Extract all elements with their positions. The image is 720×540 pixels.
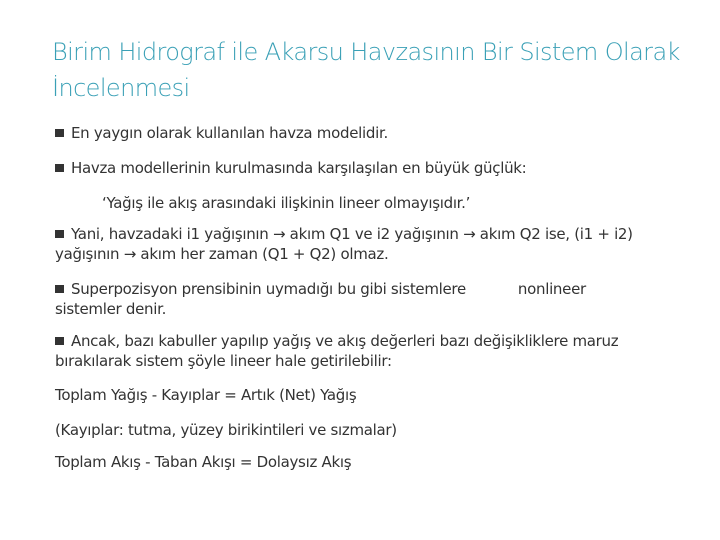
bullet-text-4-term: nonlineer	[517, 280, 586, 298]
bullet-item-2	[55, 158, 705, 178]
title-line-2: İncelenmesi	[52, 74, 190, 102]
square-bullet-icon	[55, 230, 64, 238]
bullet-text-2: Havza modellerinin kurulmasında karşılaşılan en büyük güçlük:	[71, 159, 527, 177]
bullet-item-4	[55, 279, 705, 299]
square-bullet-icon	[55, 337, 64, 345]
bullet-text-1: En yaygın olarak kullanılan havza modelidir.	[71, 124, 388, 142]
bullet-text-5-line-1: Ancak, bazı kabuller yapılıp yağış ve akış değerleri bazı değişikliklere maruz	[71, 332, 619, 350]
equation-line-1: Toplam Yağış - Kayıplar = Artık (Net) Yağış	[55, 386, 357, 404]
bullet-item-1	[55, 123, 705, 143]
bullet-text-4-line-2: sistemler denir.	[55, 300, 167, 318]
square-bullet-icon	[55, 164, 64, 172]
bullet-text-4-line-1: Superpozisyon prensibinin uymadığı bu gibi sistemlere	[71, 280, 466, 298]
title-line-1: Birim Hidrograf ile Akarsu Havzasının Bir Sistem Olarak	[52, 38, 680, 66]
equation-line-2: Toplam Akış - Taban Akışı = Dolaysız Akış	[55, 453, 352, 471]
equation-note: (Kayıplar: tutma, yüzey birikintileri ve sızmalar)	[55, 421, 397, 439]
bullet-text-3-line-2: yağışının → akım her zaman (Q1 + Q2) olmaz.	[55, 245, 389, 263]
bullet-text-5-line-2: bırakılarak sistem şöyle lineer hale getirilebilir:	[55, 352, 392, 370]
bullet-item-5	[55, 331, 705, 351]
bullet-item-3	[55, 224, 705, 244]
square-bullet-icon	[55, 129, 64, 137]
square-bullet-icon	[55, 285, 64, 293]
bullet-text-3-line-1: Yani, havzadaki i1 yağışının → akım Q1 ve i2 yağışının → akım Q2 ise, (i1 + i2)	[71, 225, 633, 243]
slide-title	[52, 34, 702, 106]
quote-line: ‘Yağış ile akış arasındaki ilişkinin lineer olmayışıdır.’	[102, 194, 471, 212]
